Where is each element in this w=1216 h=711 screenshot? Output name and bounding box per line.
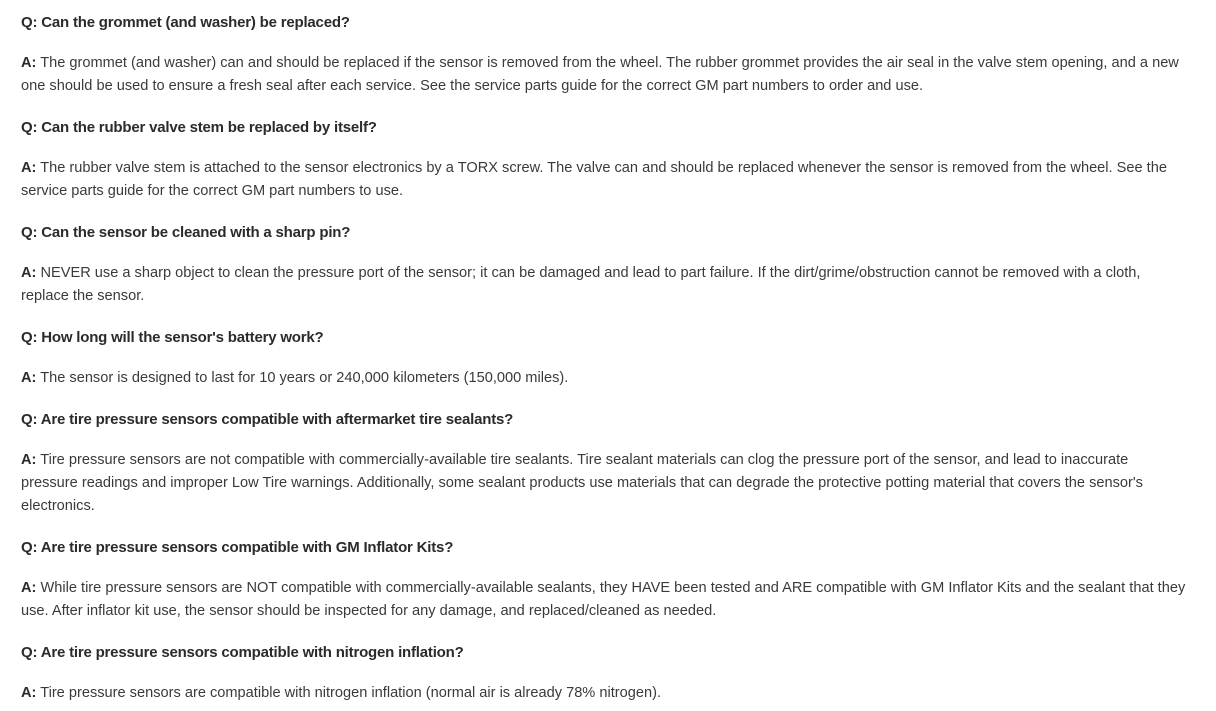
answer-text: While tire pressure sensors are NOT compatible with commercially-available sealants, they HAVE been tested and ARE compatible with GM Inflator Kits and the sealant that they use. After inflator kit use, the sensor should be inspected for any damage, and replaced/cleaned as needed. [21,580,1186,619]
faq-item-sharp-pin [21,221,1186,308]
question-prefix: Q: [21,14,38,31]
question-text: Are tire pressure sensors compatible with GM Inflator Kits? [40,539,454,556]
answer-prefix: A: [21,55,37,71]
answer-text: Tire pressure sensors are not compatible with commercially-available tire sealants. Tire sealant materials can clog the pressure port of the sensor, and lead to inaccurate pressure readings and improper Low Tire warnings. Additionally, some sealant products use materials that can degrade the protective potting material that covers the sensor's electronics. [21,452,1143,514]
answer-text: NEVER use a sharp object to clean the pressure port of the sensor; it can be damaged and lead to part failure. If the dirt/grime/obstruction cannot be removed with a cloth, replace the sensor. [21,265,1141,304]
faq-question [21,536,1186,559]
question-prefix: Q: [21,119,38,136]
question-text: Can the sensor be cleaned with a sharp pin? [41,224,351,241]
faq-answer [21,449,1186,518]
faq-item-grommet [21,11,1186,98]
faq-item-valve-stem [21,116,1186,203]
answer-text: Tire pressure sensors are compatible with nitrogen inflation (normal air is already 78% nitrogen). [40,685,661,701]
answer-prefix: A: [21,452,37,468]
faq-question [21,221,1186,244]
faq-question [21,116,1186,139]
faq-item-inflator-kits [21,536,1186,623]
question-text: How long will the sensor's battery work? [41,329,324,346]
answer-prefix: A: [21,265,37,281]
faq-answer [21,262,1186,308]
question-prefix: Q: [21,224,38,241]
faq-question [21,11,1186,34]
answer-text: The rubber valve stem is attached to the sensor electronics by a TORX screw. The valve can and should be replaced whenever the sensor is removed from the wheel. See the service parts guide for the correct GM part numbers to use. [21,160,1167,199]
question-text: Can the grommet (and washer) be replaced? [41,14,350,31]
question-prefix: Q: [21,329,38,346]
faq-answer [21,367,1186,390]
faq-answer [21,577,1186,623]
answer-text: The sensor is designed to last for 10 years or 240,000 kilometers (150,000 miles). [40,370,569,386]
faq-question [21,641,1186,664]
question-prefix: Q: [21,539,38,556]
faq-question [21,408,1186,431]
faq-item-aftermarket-sealants [21,408,1186,518]
question-text: Can the rubber valve stem be replaced by itself? [41,119,377,136]
faq-answer [21,682,1186,705]
answer-prefix: A: [21,685,37,701]
question-text: Are tire pressure sensors compatible with nitrogen inflation? [40,644,464,661]
question-prefix: Q: [21,411,38,428]
answer-text: The grommet (and washer) can and should be replaced if the sensor is removed from the wheel. The rubber grommet provides the air seal in the valve stem opening, and a new one should be used to ensure a fresh seal after each service. See the service parts guide for the correct GM part numbers to order and use. [21,55,1179,94]
answer-prefix: A: [21,370,37,386]
question-prefix: Q: [21,644,38,661]
faq-item-nitrogen [21,641,1186,705]
answer-prefix: A: [21,580,37,596]
faq-answer [21,157,1186,203]
faq-answer [21,52,1186,98]
faq-item-battery [21,326,1186,390]
question-text: Are tire pressure sensors compatible with aftermarket tire sealants? [40,411,514,428]
answer-prefix: A: [21,160,37,176]
faq-question [21,326,1186,349]
